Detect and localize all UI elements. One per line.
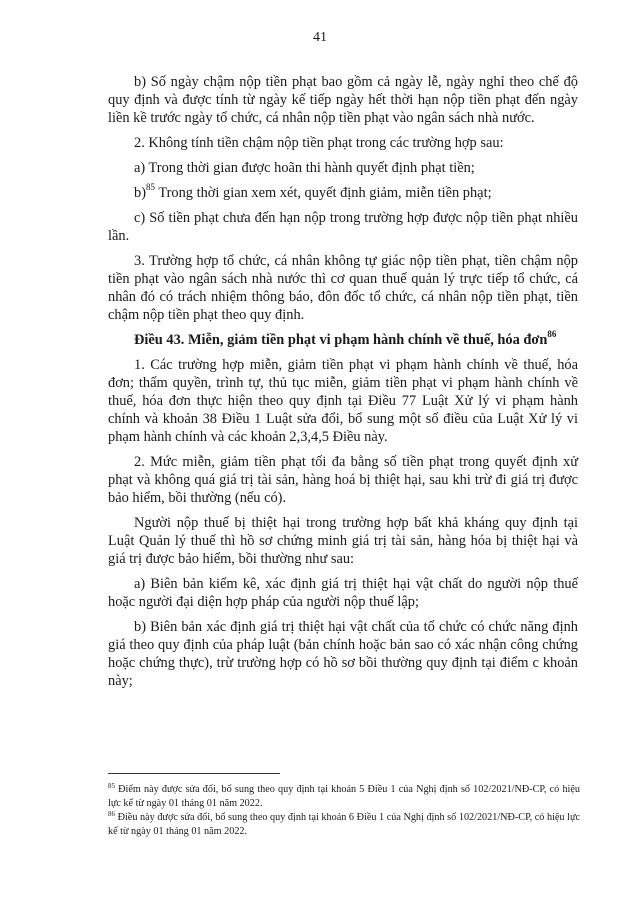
footnote-ref-85[interactable]: 85 bbox=[146, 182, 155, 193]
paragraph-text: 2. Không tính tiền chậm nộp tiền phạt trong các trường hợp sau: bbox=[134, 135, 504, 151]
paragraph-2-no-late-fee bbox=[108, 134, 578, 152]
paragraph-text: a) Trong thời gian được hoãn thi hành quyết định phạt tiền; bbox=[134, 160, 475, 176]
paragraph-text: 3. Trường hợp tổ chức, cá nhân không tự giác nộp tiền phạt, tiền chậm nộp tiền phạt vào ngân sách nhà nước thì cơ quan thuế quản lý trực tiếp tổ chức, cá nhân đó có trách nhiệm thông báo, đôn đốc tổ chức, cá nhân nộp tiền phạt, tiền chậm nộp tiền phạt theo quy định. bbox=[108, 253, 578, 323]
paragraph-text: c) Số tiền phạt chưa đến hạn nộp trong trường hợp được nộp tiền phạt nhiều lần. bbox=[108, 210, 578, 244]
paragraph-43-2a bbox=[108, 575, 578, 611]
article-43-heading bbox=[108, 331, 578, 349]
paragraph-2b bbox=[108, 184, 578, 202]
paragraph-43-1 bbox=[108, 356, 578, 446]
paragraph-text: Trong thời gian xem xét, quyết định giảm, miễn tiền phạt; bbox=[155, 185, 492, 201]
footnote-number: 85 bbox=[108, 781, 115, 790]
footnote-divider bbox=[108, 773, 280, 774]
footnote-text: Điều này được sửa đổi, bổ sung theo quy định tại khoản 6 Điều 1 của Nghị định số 102/2021/NĐ-CP, có hiệu lực kể từ ngày 01 tháng 01 năm 2022. bbox=[108, 812, 580, 837]
paragraph-text: 2. Mức miễn, giảm tiền phạt tối đa bằng số tiền phạt trong quyết định xử phạt và không quá giá trị tài sản, hàng hoá bị thiệt hại, sau khi trừ đi giá trị được bảo hiểm, bồi thường (nếu có). bbox=[108, 454, 578, 506]
footnote-number: 86 bbox=[108, 809, 115, 818]
paragraph-1b-late-days bbox=[108, 73, 578, 127]
paragraph-force-majeure bbox=[108, 514, 578, 568]
paragraph-43-2b bbox=[108, 618, 578, 690]
footnotes bbox=[108, 783, 580, 839]
heading-text: Điều 43. Miễn, giảm tiền phạt vi phạm hành chính về thuế, hóa đơn bbox=[134, 332, 548, 348]
footnote-text: Điểm này được sửa đổi, bổ sung theo quy định tại khoản 5 Điều 1 của Nghị định số 102/2021/NĐ-CP, có hiệu lực kể từ ngày 01 tháng 01 năm 2022. bbox=[108, 784, 580, 809]
paragraph-2a bbox=[108, 159, 578, 177]
paragraph-text: 1. Các trường hợp miễn, giảm tiền phạt vi phạm hành chính về thuế, hóa đơn; thẩm quyền, trình tự, thủ tục miễn, giảm tiền phạt vi phạm hành chính về thuế, hóa đơn thực hiện theo quy định tại Điều 77 Luật Xử lý vi phạm hành chính và khoản 38 Điều 1 Luật sửa đổi, bổ sung một số điều của Luật Xử lý vi phạm hành chính và các khoản 2,3,4,5 Điều này. bbox=[108, 357, 578, 445]
document-body bbox=[108, 73, 578, 697]
paragraph-3-enforcement bbox=[108, 252, 578, 324]
paragraph-prefix: b) bbox=[134, 185, 146, 201]
page-number: 41 bbox=[313, 30, 327, 45]
paragraph-text: b) Số ngày chậm nộp tiền phạt bao gồm cả ngày lễ, ngày nghỉ theo chế độ quy định và được tính từ ngày kế tiếp ngày hết thời hạn nộp tiền phạt đến ngày liền kề trước ngày tổ chức, cá nhân nộp tiền phạt vào ngân sách nhà nước. bbox=[108, 74, 578, 126]
paragraph-43-2 bbox=[108, 453, 578, 507]
paragraph-text: a) Biên bản kiểm kê, xác định giá trị thiệt hại vật chất do người nộp thuế hoặc người đại diện hợp pháp của người nộp thuế lập; bbox=[108, 576, 578, 610]
footnote-ref-86[interactable]: 86 bbox=[547, 329, 557, 340]
footnote-86 bbox=[108, 811, 580, 838]
paragraph-2c bbox=[108, 209, 578, 245]
paragraph-text: Người nộp thuế bị thiệt hại trong trường hợp bất khả kháng quy định tại Luật Quản lý thuế thì hồ sơ chứng minh giá trị tài sản, hàng hóa bị thiệt hại và giá trị được bảo hiểm, bồi thường như sau: bbox=[108, 515, 578, 567]
paragraph-text: b) Biên bản xác định giá trị thiệt hại vật chất của tổ chức có chức năng định giá theo quy định của pháp luật (bản chính hoặc bản sao có xác nhận công chứng hoặc chứng thực), trừ trường hợp có hồ sơ bồi thường quy định tại điểm c khoản này; bbox=[108, 619, 578, 689]
footnote-85 bbox=[108, 783, 580, 810]
